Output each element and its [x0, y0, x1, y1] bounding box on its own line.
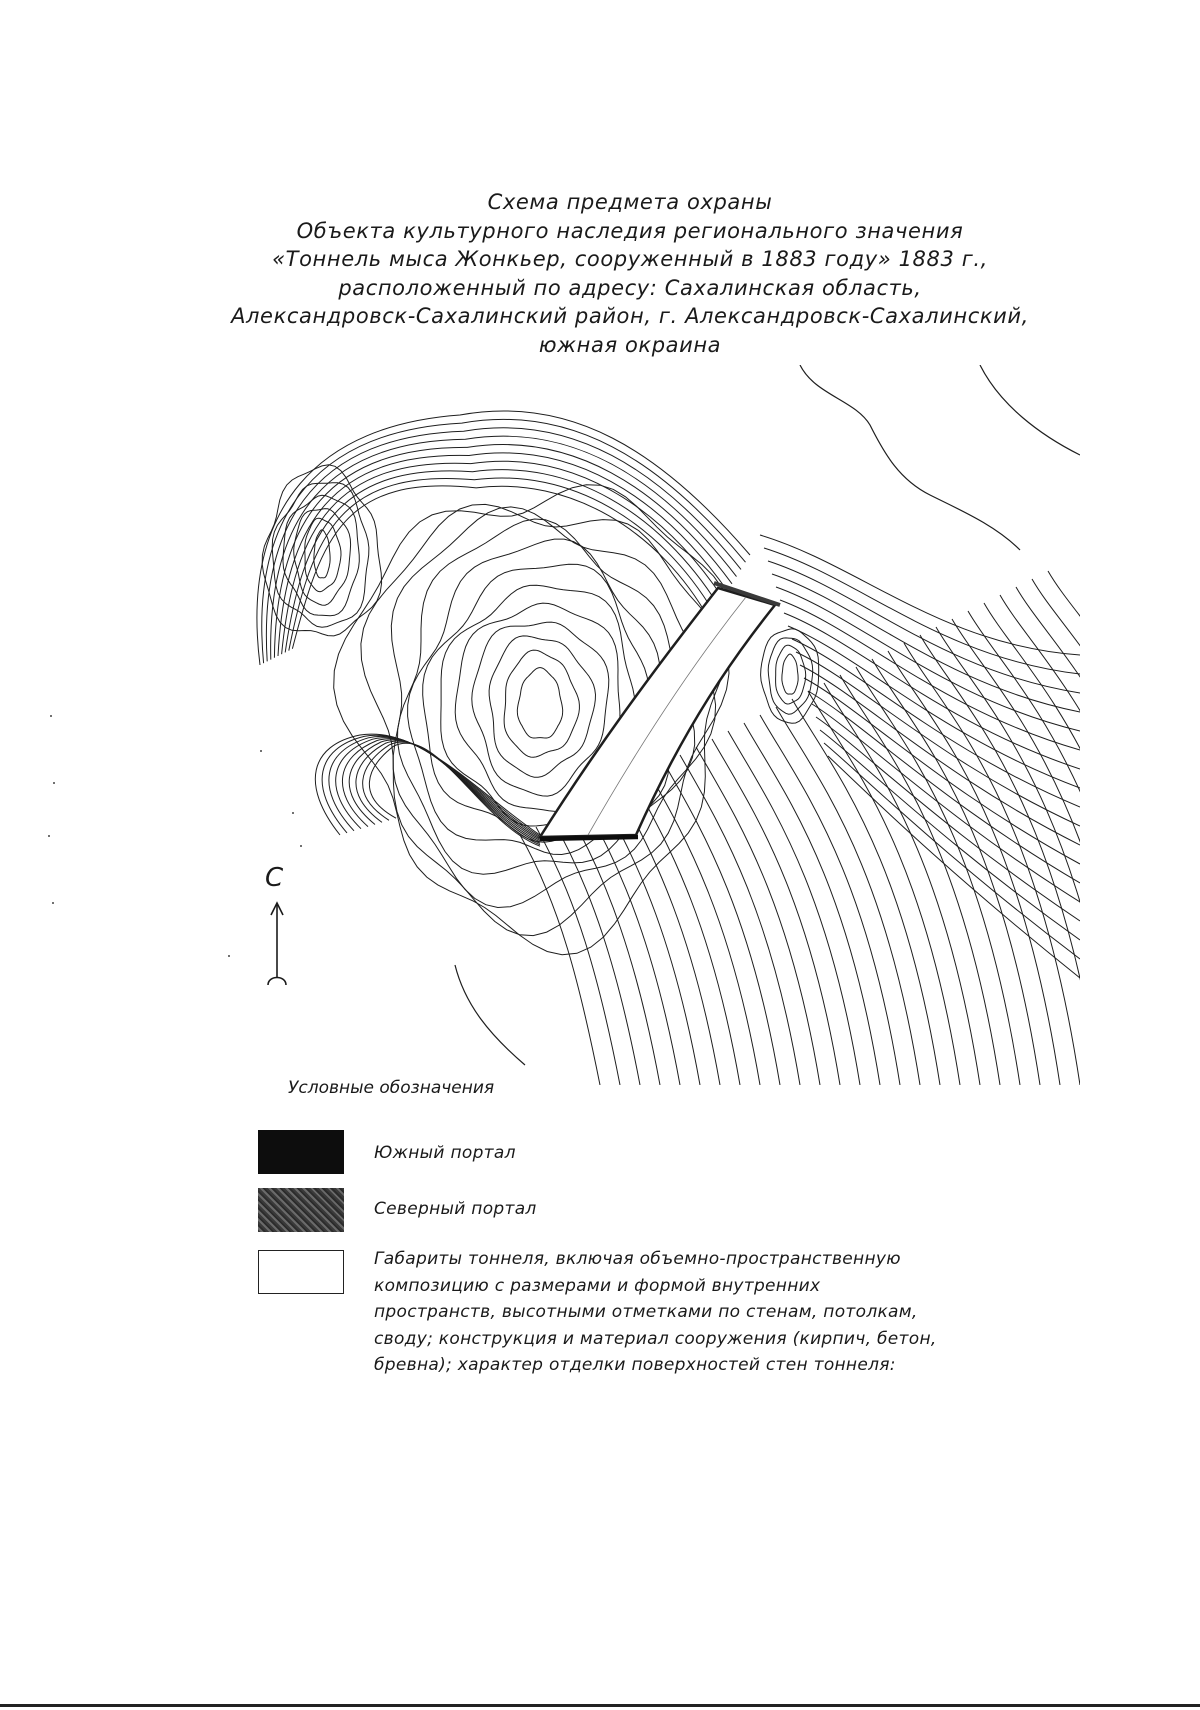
title-line-2: Объекта культурного наследия регионального значения [296, 218, 964, 243]
contour-line [816, 717, 1080, 921]
contour-line [744, 723, 880, 1085]
contour-line [274, 445, 732, 658]
scan-speck [50, 715, 52, 717]
contour-line [504, 650, 579, 757]
contour-line [363, 742, 540, 845]
south-portal-swatch [258, 1130, 344, 1174]
north-letter: С [265, 863, 284, 893]
contour-line [792, 639, 1080, 807]
contour-line [872, 659, 1040, 1085]
contour-line [664, 763, 780, 1085]
contour-line [369, 743, 540, 846]
contour-line [828, 756, 1080, 978]
contour-line [322, 735, 540, 836]
contour-line [812, 704, 1080, 902]
contour-line [728, 731, 860, 1085]
contour-line [568, 811, 660, 1085]
contour-line [840, 675, 1000, 1085]
legend-label: Северный портал [374, 1199, 537, 1219]
tunnel-outline [540, 588, 775, 837]
contour-line [1016, 587, 1080, 1085]
scan-speck [260, 750, 262, 752]
topographic-map [240, 365, 1080, 1085]
contour-line [824, 743, 1080, 959]
contour-line [520, 835, 600, 1085]
legend-label: Южный портал [374, 1143, 516, 1163]
coastline [455, 365, 1080, 1065]
legend-description [374, 1246, 937, 1379]
north-portal-swatch [258, 1188, 344, 1232]
legend-description-line: композицию с размерами и формой внутренних [374, 1275, 821, 1296]
contour-line [349, 740, 540, 842]
contour-line [257, 411, 750, 665]
title-line-6: южная окраина [538, 332, 722, 357]
contour-line [856, 667, 1020, 1085]
contour-line [517, 668, 562, 738]
legend-title: Условные обозначения [288, 1078, 495, 1098]
legend-description-line: бревна); характер отделки поверхностей стен тоннеля: [374, 1355, 896, 1375]
contour-line [712, 739, 840, 1085]
contour-line [632, 779, 740, 1085]
contour-line [782, 654, 798, 694]
north-arrow [258, 865, 298, 995]
scan-speck [52, 902, 54, 904]
contour-line [282, 461, 723, 654]
title-line-1: Схема предмета охраны [487, 190, 773, 214]
scan-speck [228, 955, 230, 957]
title-line-4: расположенный по адресу: Сахалинская область, [338, 275, 922, 300]
title-line-5: Александровск-Сахалинский район, г. Александровск-Сахалинский, [231, 304, 1029, 328]
tunnel-dimensions-swatch [258, 1250, 344, 1294]
contour-line [289, 478, 714, 651]
contour-line [648, 771, 760, 1085]
tunnel [540, 583, 780, 839]
contour-line [808, 691, 960, 1085]
contour-line [552, 819, 640, 1085]
arrow-up-icon [258, 865, 298, 995]
contour-line [952, 619, 1080, 1085]
page-title [200, 188, 1060, 359]
legend-description-line: пространств, высотными отметками по стенам, потолкам, [374, 1302, 918, 1322]
scan-speck [53, 782, 55, 784]
south-portal [540, 837, 638, 839]
contour-line [796, 652, 1080, 826]
contour-line [761, 629, 819, 724]
contour-line [776, 587, 1080, 731]
legend-description-line: Габариты тоннеля, включая объемно-пространственную [374, 1249, 901, 1269]
title-line-3: «Тоннель мыса Жонкьер, сооруженный в 1883 году» 1883 г., [272, 247, 988, 271]
scan-speck [300, 845, 302, 847]
page-bottom-rule [0, 1704, 1200, 1707]
scan-speck [292, 812, 294, 814]
legend-description-line: своду; конструкция и материал сооружения (кирпич, бетон, [374, 1328, 937, 1349]
scan-speck [48, 835, 50, 837]
